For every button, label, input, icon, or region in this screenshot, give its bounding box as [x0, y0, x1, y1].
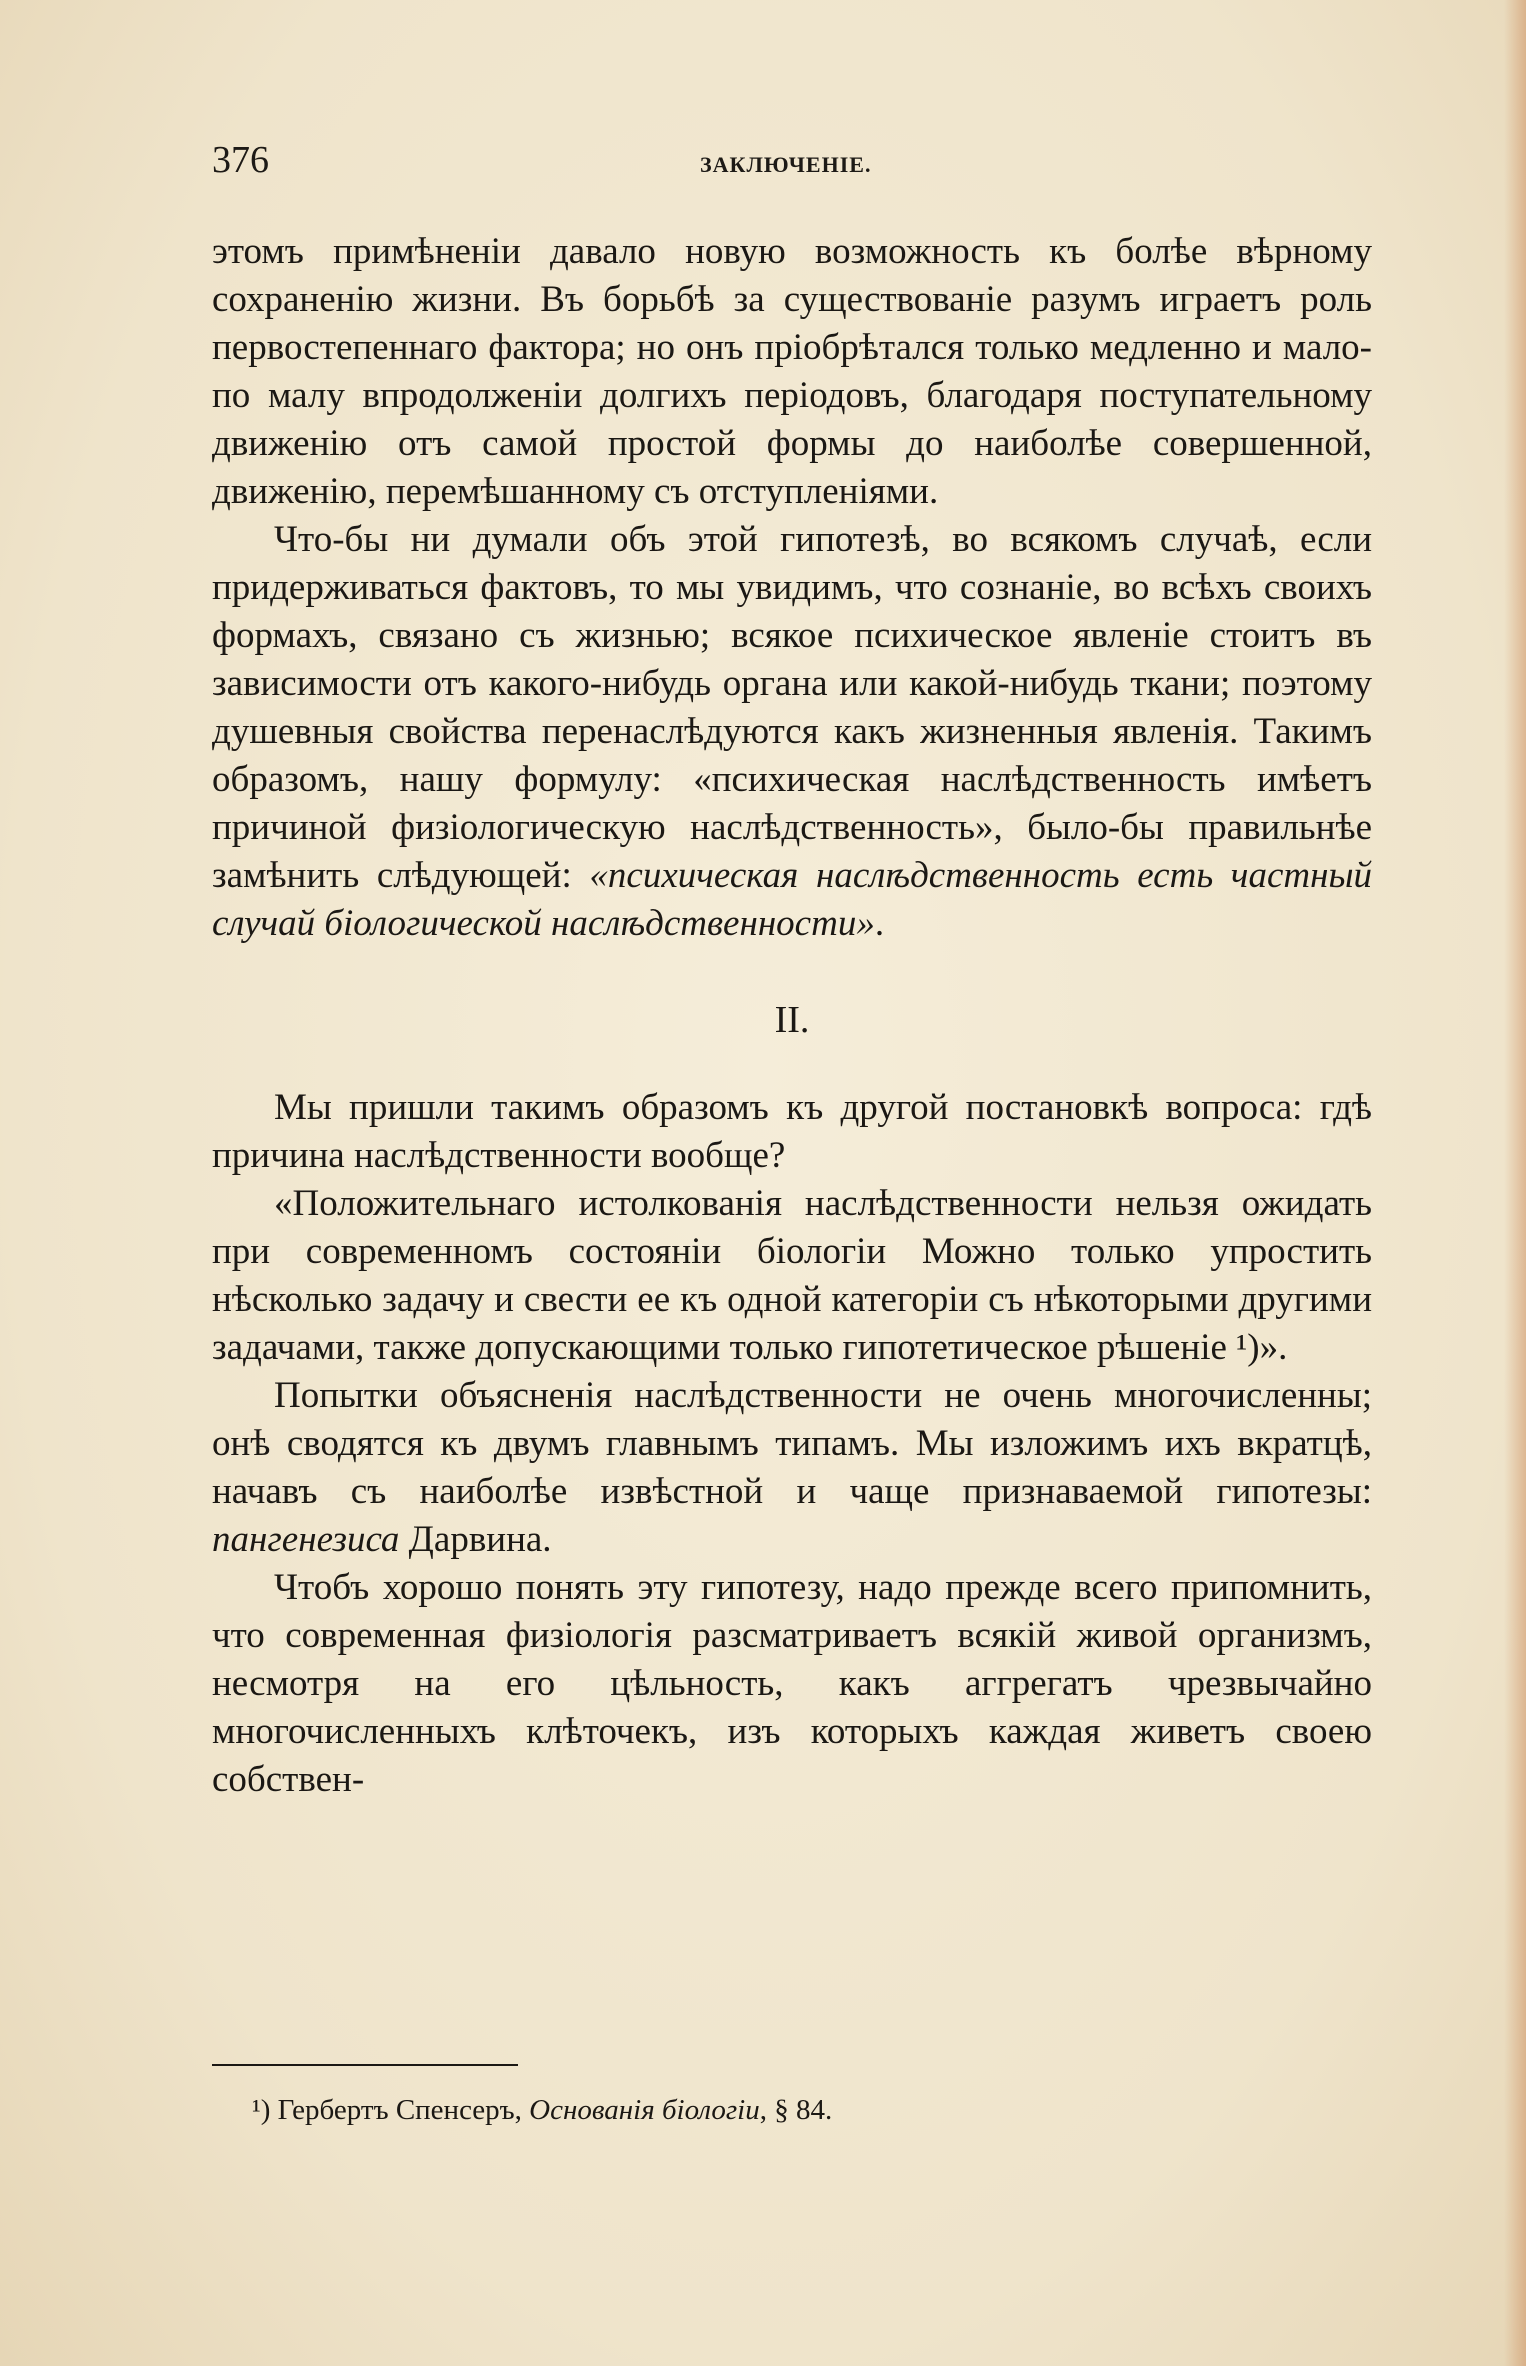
running-head: ЗАКЛЮЧЕНIЕ. [700, 152, 872, 177]
footnote-rule [212, 2064, 518, 2066]
paragraph-1: этомъ примѣненiи давало новую возможность къ болѣе вѣрному сохраненiю жизни. Въ борьбѣ за существованiе разумъ играетъ роль первостепеннаго фактора; но онъ прiобрѣтался только медленно и мало-по малу впродолженiи долгихъ перiодовъ, благодаря поступательному движенiю отъ самой простой формы до наиболѣе совершенной, движенiю, перемѣшанному съ отступленiями. [212, 231, 1372, 512]
paragraph-2-italic: «психическая наслѣдственность есть частный случай бiологической наслѣдственности» [212, 855, 1373, 944]
footnote-text: Гербертъ Спенсеръ, [270, 2094, 530, 2126]
paragraph-3: Мы пришли такимъ образомъ къ другой постановкѣ вопроса: гдѣ причина наслѣдственности вообще? [212, 1087, 1372, 1176]
paragraph-2-end: . [874, 903, 885, 944]
paragraph-6: Чтобъ хорошо понять эту гипотезу, надо прежде всего припомнить, что современная физiологiя разсматриваетъ всякiй живой организмъ, несмотря на его цѣльность, какъ аггрегатъ чрезвычайно многочисленныхъ клѣточекъ, изъ которыхъ каждая живетъ своею собствен- [212, 1567, 1372, 1800]
paragraph-5-text: Попытки объясненiя наслѣдственности не очень многочисленны; онѣ сводятся къ двумъ главнымъ типамъ. Мы изложимъ ихъ вкратцѣ, начавъ съ наиболѣе извѣстной и чаще признаваемой гипотезы: [212, 1375, 1372, 1512]
paragraph-5-end: Дарвина. [399, 1519, 552, 1560]
paragraph-5 [212, 1372, 1372, 1564]
section-heading: II. [774, 999, 810, 1041]
paragraph-4-quote: «Положительнаго истолкованiя наслѣдственности нельзя ожидать при современномъ состоянiи бiологiи Можно только упростить нѣсколько задачу и свести ее къ одной категорiи съ нѣкоторыми другими задачами, также допускающими только гипотетическое рѣшенiе ¹)». [212, 1183, 1372, 1368]
footnote [252, 2090, 832, 2130]
page-header [212, 138, 1372, 194]
paragraph-2-text: Что-бы ни думали объ этой гипотезѣ, во всякомъ случаѣ, если придерживаться фактовъ, то мы увидимъ, что сознанiе, во всѣхъ своихъ формахъ, связано съ жизнью; всякое психическое явленiе стоитъ въ зависимости отъ какого-нибудь органа или какой-нибудь ткани; поэтому душевныя свойства перенаслѣдуются какъ жизненныя явленiя. Такимъ образомъ, нашу формулу: «психическая наслѣдственность имѣетъ причиной физiологическую наслѣдственность», было-бы правильнѣе замѣнить слѣдующей: [212, 519, 1372, 896]
footnote-italic: Основанiя бiологiи [529, 2094, 760, 2126]
paragraph-5-italic: пангенезиса [212, 1519, 400, 1560]
page-number: 376 [212, 139, 269, 181]
page-body [212, 228, 1372, 1804]
paragraph-2 [212, 516, 1372, 948]
footnote-marker: ¹) [252, 2094, 271, 2126]
page-edge-stain [1504, 0, 1526, 2366]
footnote-end: , § 84. [759, 2094, 833, 2126]
